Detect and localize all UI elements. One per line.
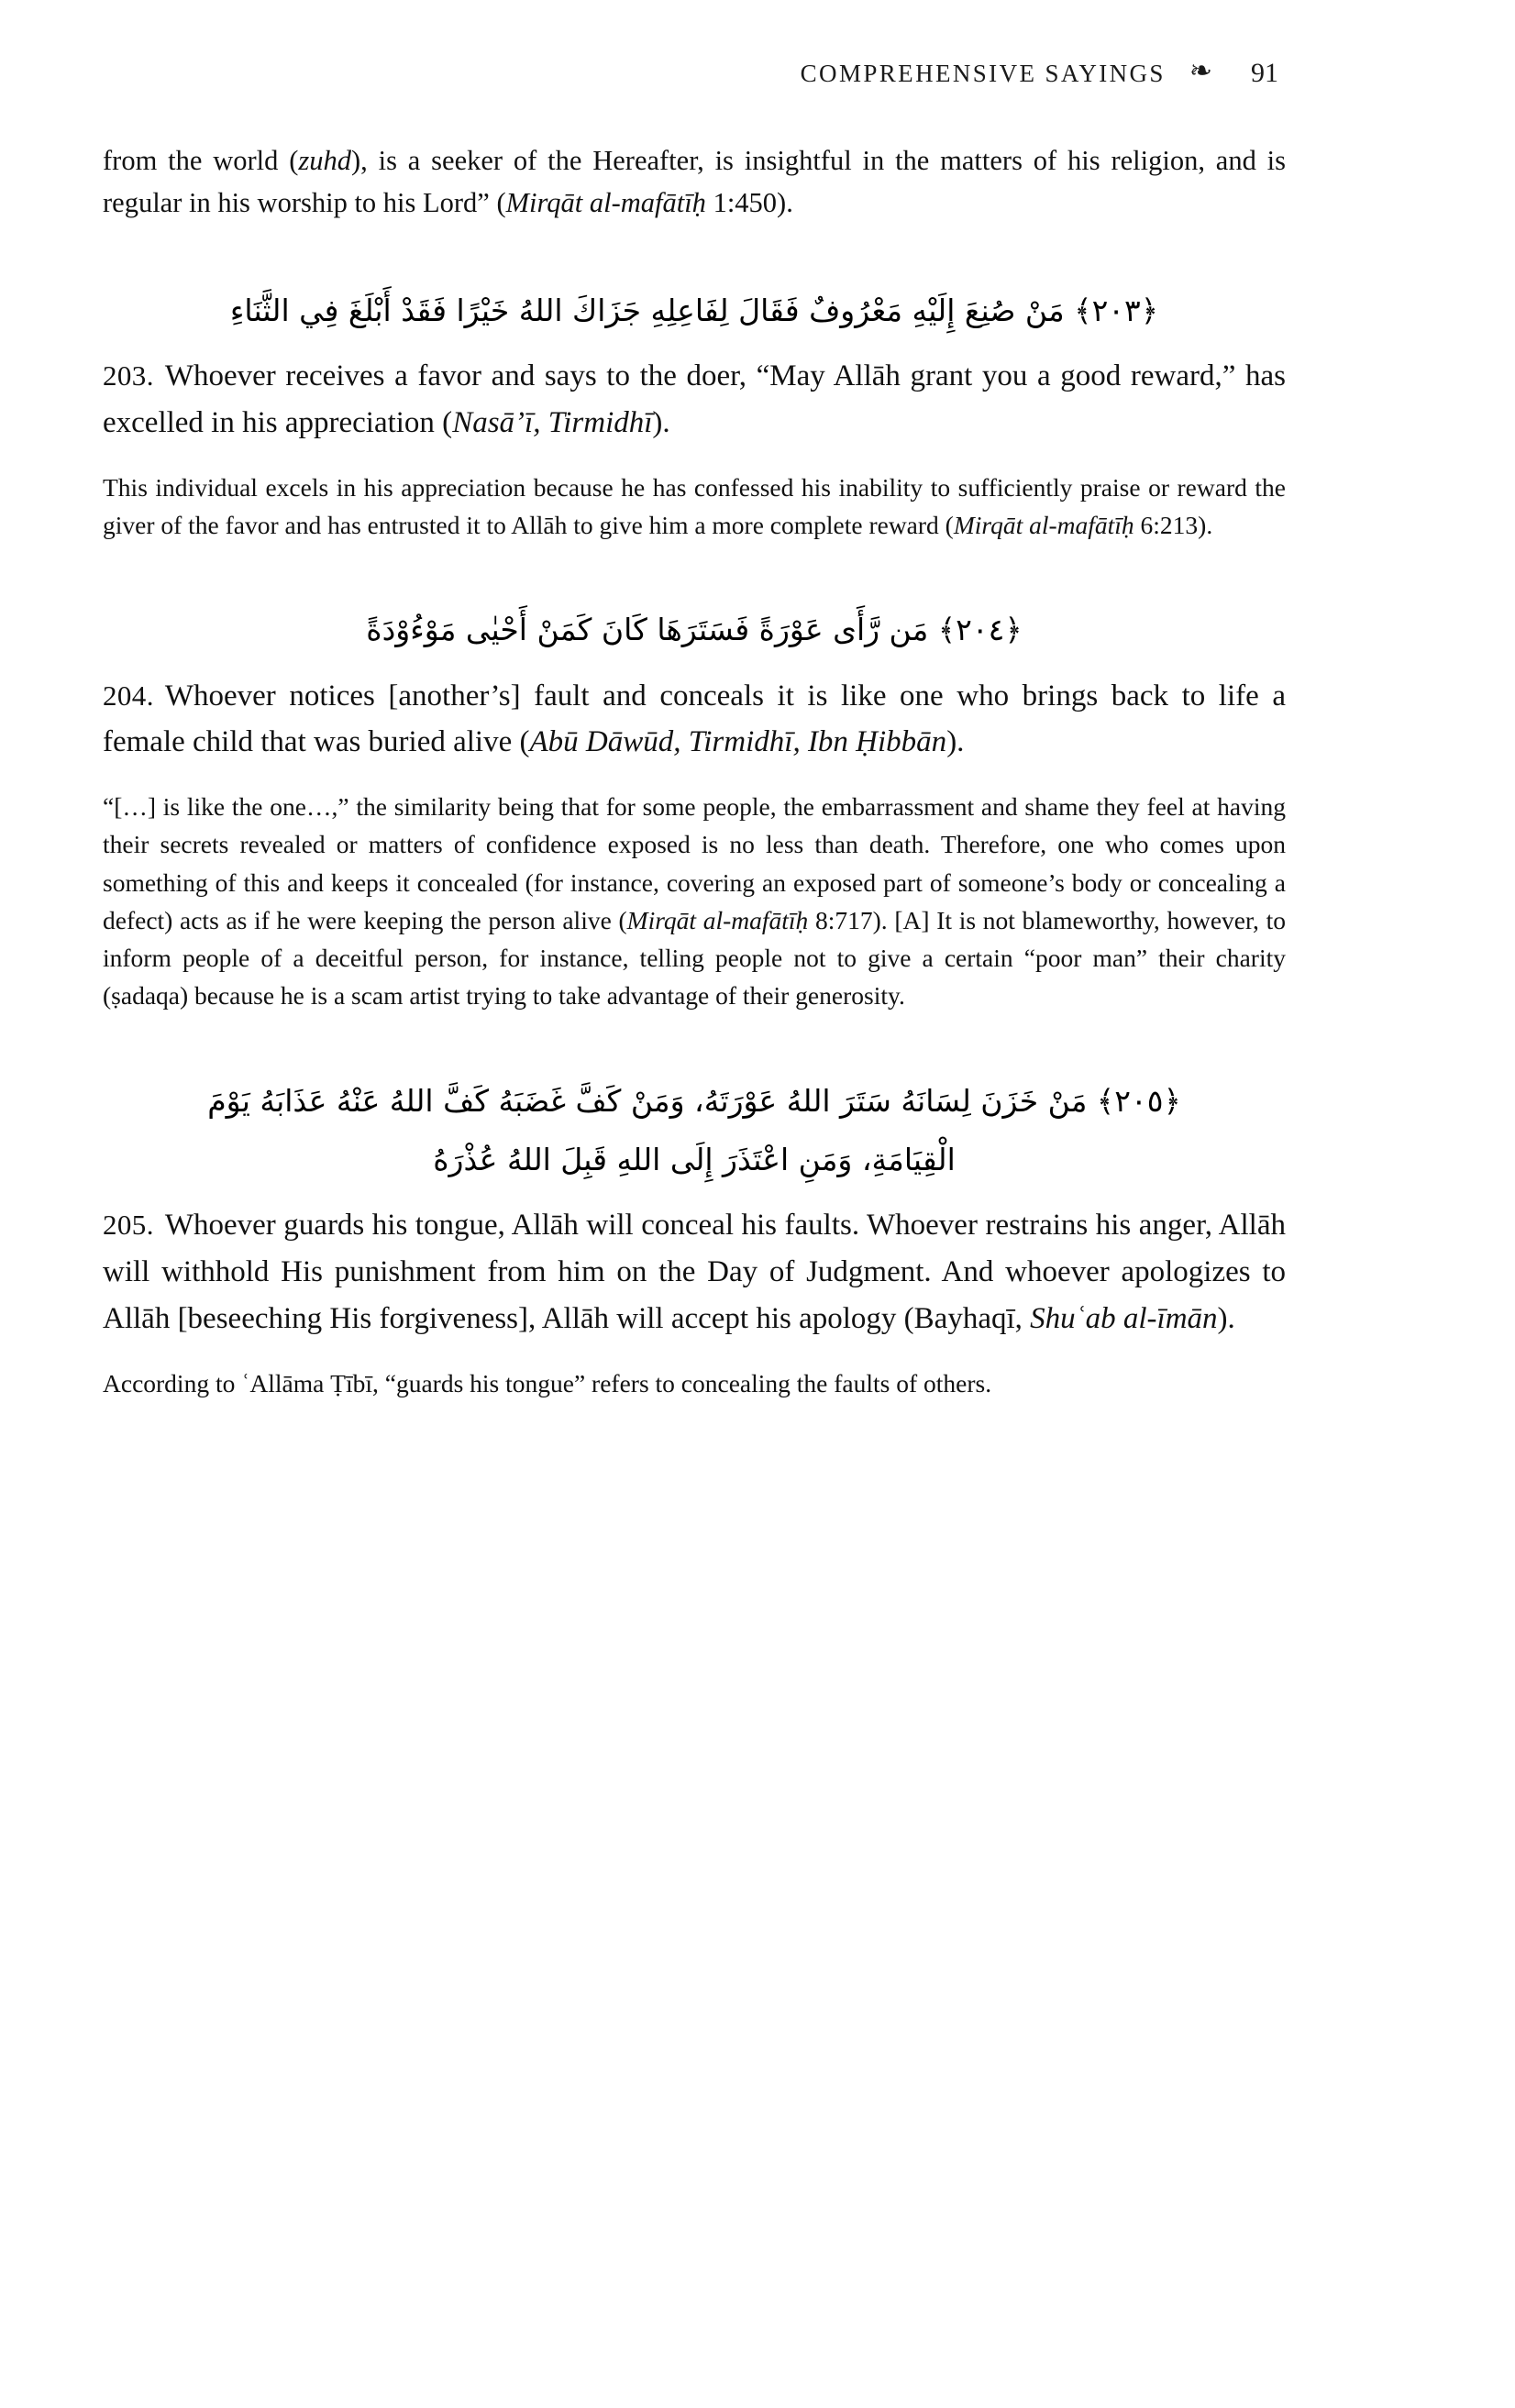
arabic-line: ﴿٢٠٥﴾ مَنْ خَزَنَ لِسَانَهُ سَتَرَ اللهُ عَوْرَتَهُ، وَمَنْ كَفَّ غَضَبَهُ كَفَّ اللهُ عَنْهُ عَذَابَهُ يَوْمَ (207, 1082, 1181, 1119)
commentary-citation-title: Mirqāt al-mafātīḥ (626, 905, 809, 934)
commentary-citation-title: Mirqāt al-mafātīḥ (953, 510, 1134, 539)
hadith-source-203: Nasā’ī, Tirmidhī (452, 405, 653, 439)
hadith-number-203: 203. (103, 359, 154, 392)
arabic-line: ﴿٢٠٣﴾ مَنْ صُنِعَ إِلَيْهِ مَعْرُوفٌ فَقَالَ لِفَاعِلِهِ جَزَاكَ اللهُ خَيْرًا فَقَدْ أَبْلَغَ فِي الثَّنَاءِ (229, 292, 1159, 328)
commentary-205 (103, 1364, 1286, 1402)
continued-paragraph (103, 139, 1286, 225)
hadith-source-205: Shuʿab al-īmān (1030, 1301, 1218, 1335)
hadith-translation-203 (103, 353, 1286, 447)
page-number: 91 (1251, 58, 1278, 88)
hadith-arabic-204 (103, 601, 1286, 659)
running-header-title: COMPREHENSIVE SAYINGS (800, 59, 1166, 87)
hadith-translation-tail: ). (1217, 1301, 1235, 1335)
hadith-translation-text: Whoever receives a favor and says to the doer, “May Allāh grant you a good reward,” has excelled in his appreciation ( (103, 359, 1286, 439)
commentary-203 (103, 469, 1286, 545)
continued-text-before: from the world ( (103, 145, 299, 176)
continued-citation-ref: 1:450). (705, 187, 793, 219)
continued-paragraph-block (103, 139, 1286, 225)
hadith-arabic-205 (103, 1072, 1286, 1190)
commentary-citation-ref: 6:213). (1133, 510, 1213, 539)
continued-italic-term: zuhd (298, 145, 351, 176)
commentary-text: “[…] is like the one…,” the similarity being that for some people, the embarrassment and shame they feel at having their secrets revealed or matters of confidence exposed is no less than death. Therefore, one who comes upon something of this and keeps it concealed (for instance, covering an exposed part of someone’s body or concealing a defect) acts as if he were keeping the person alive ( (103, 792, 1286, 934)
continued-text-middle: ), is a seeker of the Hereafter, is insightful in the matters of his religion, and is regular in his worship to his Lord” ( (103, 145, 1286, 219)
running-header (103, 48, 1286, 99)
hadith-translation-text: Whoever guards his tongue, Allāh will conceal his faults. Whoever restrains his anger, Allāh will withhold His punishment from him on the Day of Judgment. And whoever apologizes to Allāh [beseeching His forgiveness], Allāh will accept his apology (Bayhaqī, (103, 1209, 1286, 1335)
commentary-citation-ref: 8:717). [A] It is not blameworthy, however, to inform people of a deceitful person, for instance, telling people not to give a certain “poor man” their charity (ṣadaqa) because he is a scam artist trying to take advantage of their generosity. (103, 905, 1286, 1011)
leaf-ornament-icon: ❧ (1189, 56, 1212, 86)
arabic-line: الْقِيَامَةِ، وَمَنِ اعْتَذَرَ إِلَى اللهِ قَبِلَ اللهُ عُذْرَهُ (433, 1142, 956, 1177)
hadith-translation-text: Whoever notices [another’s] fault and conceals it is like one who brings back to life a female child that was buried alive ( (103, 679, 1286, 759)
hadith-translation-tail: ). (652, 405, 670, 439)
hadith-arabic-203 (103, 282, 1286, 340)
arabic-line: ﴿٢٠٤﴾ مَن رَّأَى عَوْرَةً فَسَتَرَهَا كَانَ كَمَنْ أَحْيٰى مَوْءُوْدَةً (366, 612, 1023, 648)
continued-citation-title: Mirqāt al-mafātīḥ (505, 187, 706, 219)
hadith-source-204: Abū Dāwūd, Tirmidhī, Ibn Ḥibbān (529, 725, 947, 759)
hadith-translation-tail: ). (946, 725, 965, 759)
page-content (103, 48, 1286, 1402)
commentary-text: This individual excels in his appreciation because he has confessed his inability to sufficiently praise or reward the giver of the favor and has entrusted it to Allāh to give him a more complete reward ( (103, 472, 1286, 539)
hadith-number-204: 204. (103, 679, 154, 712)
commentary-text: According to ʿAllāma Ṭībī, “guards his tongue” refers to concealing the faults of others. (103, 1368, 992, 1397)
hadith-translation-205 (103, 1202, 1286, 1342)
commentary-204 (103, 788, 1286, 1015)
hadith-number-205: 205. (103, 1209, 154, 1242)
hadith-translation-204 (103, 673, 1286, 767)
